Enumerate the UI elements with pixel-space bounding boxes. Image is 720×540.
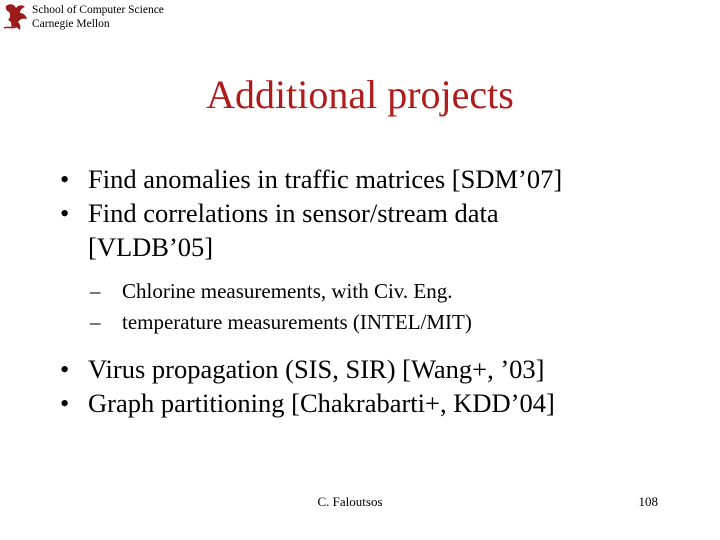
bullet-list — [60, 162, 700, 420]
bullet-text: Virus propagation (SIS, SIR) [Wang+, ’03] — [88, 354, 545, 384]
bullet-marker: • — [60, 354, 70, 384]
bullet-item — [60, 352, 700, 386]
bullet-item — [60, 196, 608, 264]
slide-title: Additional projects — [206, 72, 514, 117]
bullet-marker: • — [60, 388, 70, 418]
bullet-text: Graph partitioning [Chakrabarti+, KDD’04] — [88, 388, 555, 418]
university-name: Carnegie Mellon — [32, 18, 110, 30]
sub-bullet-text: temperature measurements (INTEL/MIT) — [122, 310, 472, 334]
bullet-item — [60, 386, 700, 420]
sub-bullet-marker: – — [90, 279, 101, 303]
bullet-text: Find anomalies in traffic matrices [SDM’07] — [88, 164, 563, 194]
sub-bullet-text: Chlorine measurements, with Civ. Eng. — [122, 279, 453, 303]
page-number: 108 — [638, 494, 658, 509]
school-name: School of Computer Science — [32, 4, 164, 16]
footer-author: C. Faloutsos — [317, 494, 383, 509]
slide-header — [0, 0, 260, 40]
bullet-item — [60, 162, 700, 196]
bullet-marker: • — [60, 198, 70, 228]
sub-bullet-item — [90, 307, 700, 338]
sub-bullet-item — [90, 276, 700, 307]
bullet-text: Find correlations in sensor/stream data [VLDB’05] — [88, 198, 499, 262]
sub-bullet-marker: – — [90, 310, 101, 334]
cmu-griffin-logo-icon — [2, 2, 30, 32]
bullet-marker: • — [60, 164, 70, 194]
